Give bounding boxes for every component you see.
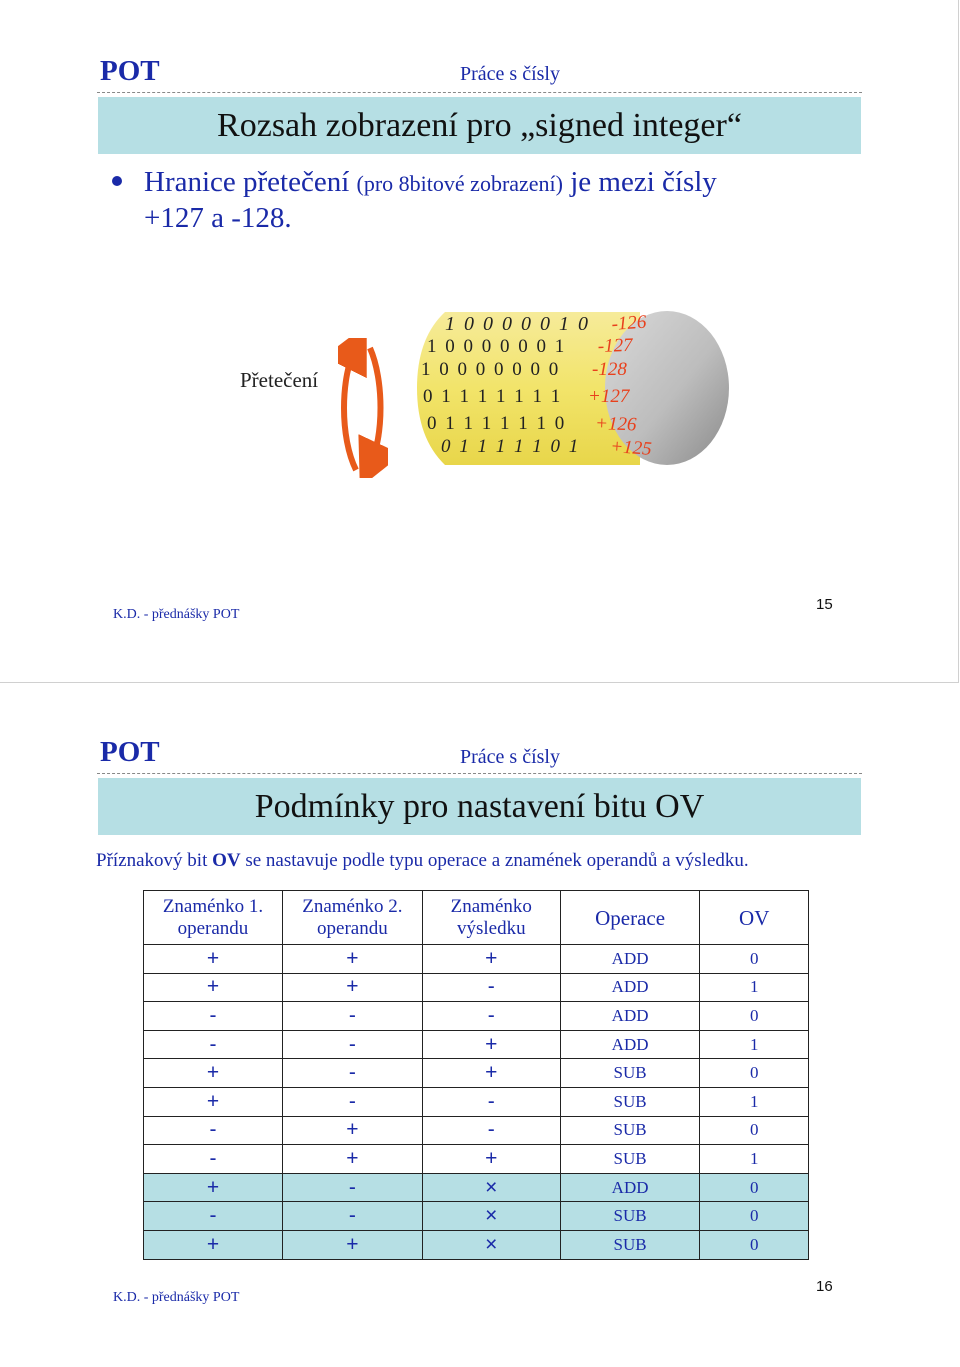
sign2-cell: - xyxy=(282,1059,422,1088)
desc-part2: se nastavuje podle typu operace a znamének operandů a výsledku. xyxy=(240,850,749,871)
drum-bits: 1 0 0 0 0 0 0 0 xyxy=(421,359,561,380)
result-sign-cell: - xyxy=(422,973,560,1002)
sign2-cell: - xyxy=(282,1087,422,1116)
header-line: Znaménko 1. xyxy=(162,895,264,917)
result-sign-cell: - xyxy=(422,1002,560,1031)
sign1-cell: - xyxy=(144,1002,283,1031)
operation-cell: ADD xyxy=(560,1030,700,1059)
ov-cell: 1 xyxy=(700,973,809,1002)
table-header-cell xyxy=(422,891,560,945)
table-header-cell xyxy=(560,891,700,945)
number-drum xyxy=(405,310,735,470)
bullet-part3: je mezi čísly xyxy=(563,166,717,198)
sign2-cell: - xyxy=(282,1002,422,1031)
ov-cell: 0 xyxy=(700,1116,809,1145)
bullet-text xyxy=(144,165,717,236)
sign2-cell: - xyxy=(282,1173,422,1202)
title-bar xyxy=(98,778,861,835)
drum-bits: 0 1 1 1 1 1 1 0 xyxy=(427,413,567,434)
operation-cell: SUB xyxy=(560,1202,700,1231)
page-number: 16 xyxy=(816,1278,833,1295)
result-sign-cell: × xyxy=(422,1173,560,1202)
result-sign-cell: + xyxy=(422,1059,560,1088)
overflow-arrows-icon xyxy=(338,338,388,478)
operation-cell: SUB xyxy=(560,1087,700,1116)
description xyxy=(96,850,749,872)
sign1-cell: + xyxy=(144,1087,283,1116)
ov-cell: 1 xyxy=(700,1030,809,1059)
ov-cell: 0 xyxy=(700,1173,809,1202)
ov-table xyxy=(143,890,809,1260)
result-sign-cell: + xyxy=(422,1030,560,1059)
table-row xyxy=(144,973,809,1002)
table-header-cell xyxy=(144,891,283,945)
operation-cell: SUB xyxy=(560,1116,700,1145)
header-rule xyxy=(97,773,862,774)
table-row xyxy=(144,1116,809,1145)
ov-cell: 0 xyxy=(700,1059,809,1088)
sign2-cell: + xyxy=(282,945,422,974)
topic-label: Práce s čísly xyxy=(460,63,560,85)
table-row xyxy=(144,1002,809,1031)
result-sign-cell: × xyxy=(422,1202,560,1231)
header-line: Operace xyxy=(595,905,666,930)
operation-cell: ADD xyxy=(560,973,700,1002)
header-line: operandu xyxy=(317,917,388,939)
result-sign-cell: + xyxy=(422,1145,560,1174)
sign1-cell: - xyxy=(144,1116,283,1145)
drum-value: -126 xyxy=(610,311,648,335)
sign1-cell: - xyxy=(144,1202,283,1231)
sign2-cell: - xyxy=(282,1030,422,1059)
ov-cell: 1 xyxy=(700,1145,809,1174)
table-row xyxy=(144,1173,809,1202)
header-line: Znaménko 2. xyxy=(302,895,403,917)
operation-cell: SUB xyxy=(560,1059,700,1088)
bullet-part2: (pro 8bitové zobrazení) xyxy=(356,171,563,196)
table-header-row xyxy=(144,891,809,945)
header-rule xyxy=(97,92,862,93)
table-row xyxy=(144,1059,809,1088)
bullet-part1: Hranice přetečení xyxy=(144,166,357,198)
sign1-cell: + xyxy=(144,1230,283,1259)
drum-rows xyxy=(421,312,652,460)
sign1-cell: + xyxy=(144,1173,283,1202)
table-header-cell xyxy=(282,891,422,945)
sign1-cell: + xyxy=(144,973,283,1002)
sign2-cell: + xyxy=(282,1116,422,1145)
result-sign-cell: + xyxy=(422,945,560,974)
topic-label: Práce s čísly xyxy=(460,746,560,768)
footer: K.D. - přednášky POT xyxy=(113,1290,240,1305)
sign2-cell: - xyxy=(282,1202,422,1231)
desc-ov: OV xyxy=(212,850,241,871)
slide-title: Rozsah zobrazení pro „signed integer“ xyxy=(217,106,742,144)
sign1-cell: + xyxy=(144,945,283,974)
slide-15 xyxy=(0,0,960,683)
drum-value: -127 xyxy=(597,334,633,357)
header-line: výsledku xyxy=(456,917,526,939)
result-sign-cell: - xyxy=(422,1087,560,1116)
footer: K.D. - přednášky POT xyxy=(113,607,240,622)
table-row xyxy=(144,1030,809,1059)
operation-cell: ADD xyxy=(560,1173,700,1202)
header-line: Znaménko xyxy=(450,895,532,917)
ov-cell: 0 xyxy=(700,1230,809,1259)
header-line: operandu xyxy=(177,917,249,939)
logo: POT xyxy=(100,736,160,768)
drum-value: +126 xyxy=(594,413,637,436)
ov-cell: 0 xyxy=(700,1002,809,1031)
result-sign-cell: × xyxy=(422,1230,560,1259)
sign2-cell: + xyxy=(282,973,422,1002)
ov-cell: 0 xyxy=(700,945,809,974)
overflow-label: Přetečení xyxy=(240,368,319,392)
ov-cell: 1 xyxy=(700,1087,809,1116)
sign1-cell: - xyxy=(144,1030,283,1059)
result-sign-cell: - xyxy=(422,1116,560,1145)
logo: POT xyxy=(100,55,160,87)
sign1-cell: - xyxy=(144,1145,283,1174)
operation-cell: ADD xyxy=(560,945,700,974)
operation-cell: SUB xyxy=(560,1230,700,1259)
drum-bits: 0 1 1 1 1 1 0 1 xyxy=(441,436,581,457)
slide-16 xyxy=(0,684,960,1367)
header-line: OV xyxy=(739,905,770,930)
bullet-icon xyxy=(112,176,122,186)
sign1-cell: + xyxy=(144,1059,283,1088)
bullet-line2: +127 a -128. xyxy=(144,202,292,234)
table-row xyxy=(144,1202,809,1231)
table-row xyxy=(144,945,809,974)
sign2-cell: + xyxy=(282,1145,422,1174)
drum-value: +125 xyxy=(609,436,653,460)
page-number: 15 xyxy=(816,596,833,613)
ov-cell: 0 xyxy=(700,1202,809,1231)
drum-bits: 0 1 1 1 1 1 1 1 xyxy=(423,386,563,407)
operation-cell: ADD xyxy=(560,1002,700,1031)
drum-bits: 1 0 0 0 0 0 1 0 xyxy=(445,313,590,335)
drum-bits: 1 0 0 0 0 0 0 1 xyxy=(427,336,567,357)
title-bar xyxy=(98,97,861,154)
drum-value: +127 xyxy=(588,386,630,407)
drum-value: -128 xyxy=(592,359,627,380)
operation-cell: SUB xyxy=(560,1145,700,1174)
table-header-cell xyxy=(700,891,809,945)
table-row xyxy=(144,1087,809,1116)
table-row xyxy=(144,1145,809,1174)
slide-title: Podmínky pro nastavení bitu OV xyxy=(254,787,705,825)
table-row xyxy=(144,1230,809,1259)
desc-part1: Příznakový bit xyxy=(96,850,213,871)
sign2-cell: + xyxy=(282,1230,422,1259)
